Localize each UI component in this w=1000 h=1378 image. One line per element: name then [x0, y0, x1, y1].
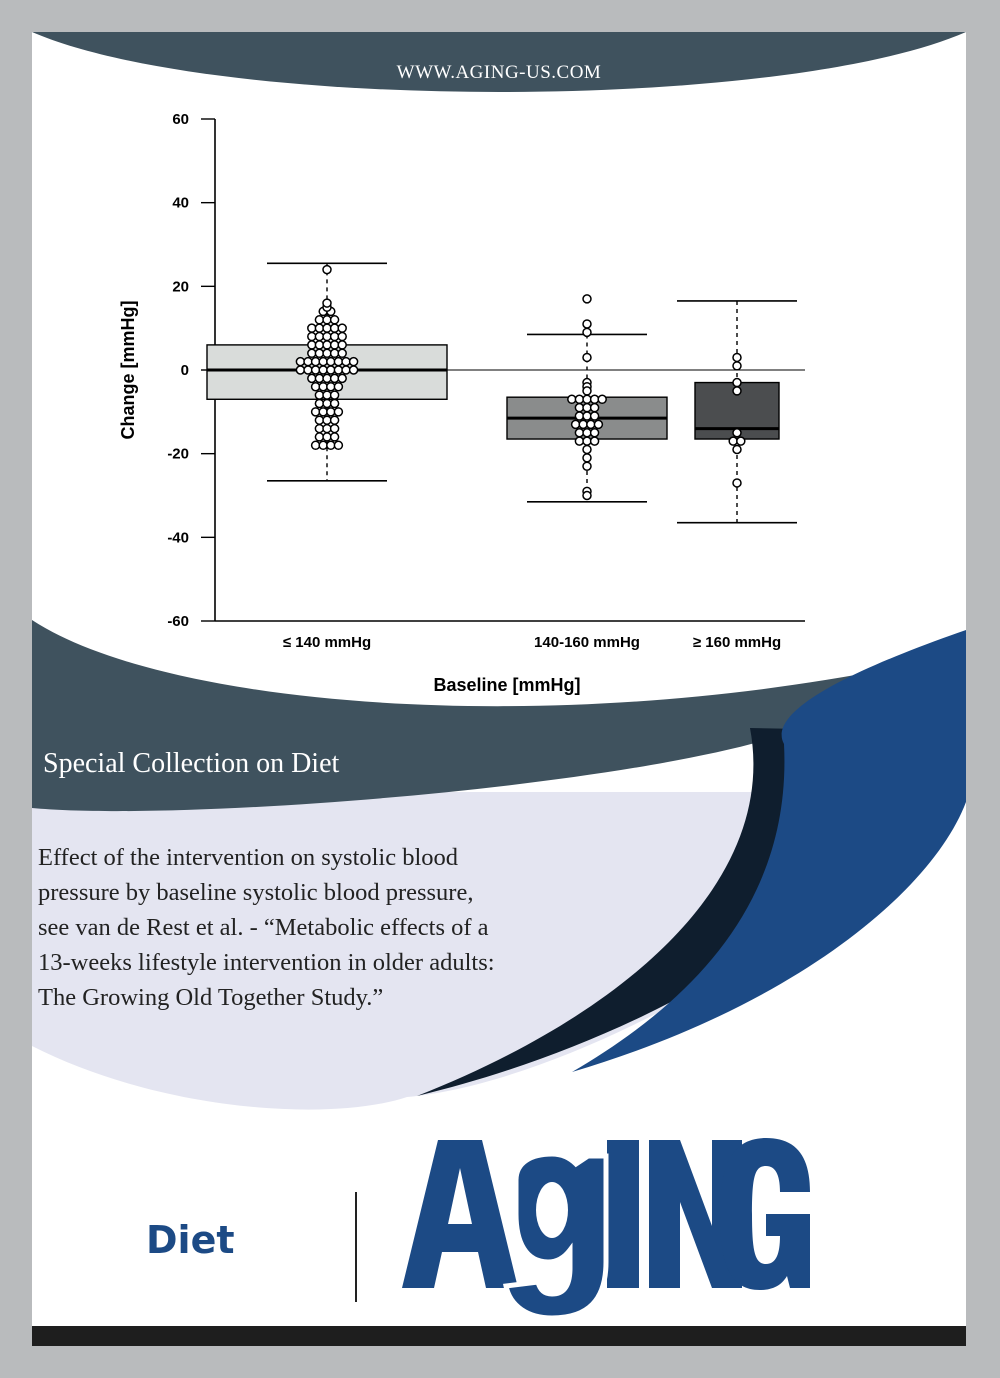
data-point [327, 441, 335, 449]
data-point [331, 333, 339, 341]
data-point [312, 358, 320, 366]
data-point [315, 433, 323, 441]
data-point [315, 425, 323, 433]
data-point [308, 333, 316, 341]
caption-line: The Growing Old Together Study.” [38, 984, 384, 1011]
data-point [315, 333, 323, 341]
bottom-bar [32, 1326, 966, 1346]
data-point [733, 353, 741, 361]
data-point [583, 454, 591, 462]
y-axis-title: Change [mmHg] [118, 300, 138, 440]
y-tick-label: 40 [172, 194, 189, 212]
data-point [575, 404, 583, 412]
data-point [331, 433, 339, 441]
data-point [312, 383, 320, 391]
data-point [572, 420, 580, 428]
caption-line: 13-weeks lifestyle intervention in older adults: [38, 949, 495, 976]
data-point [594, 420, 602, 428]
data-point [308, 324, 316, 332]
data-point [331, 349, 339, 357]
data-point [323, 391, 331, 399]
data-point [331, 391, 339, 399]
y-tick-label: -20 [167, 445, 189, 463]
data-point [304, 366, 312, 374]
data-point [342, 358, 350, 366]
data-point [334, 441, 342, 449]
data-point [733, 429, 741, 437]
data-point [319, 366, 327, 374]
data-point [587, 420, 595, 428]
data-point [323, 266, 331, 274]
data-point [583, 295, 591, 303]
data-point [308, 341, 316, 349]
data-point [583, 437, 591, 445]
data-point [323, 349, 331, 357]
data-point [315, 341, 323, 349]
logo-g-glyph [506, 1154, 606, 1318]
data-point [315, 416, 323, 424]
data-point [315, 349, 323, 357]
section-label: Diet [146, 1218, 235, 1262]
data-point [591, 437, 599, 445]
data-point [583, 404, 591, 412]
data-point [575, 395, 583, 403]
y-tick-label: 20 [172, 278, 189, 296]
data-point [319, 441, 327, 449]
data-point [327, 366, 335, 374]
data-point [733, 362, 741, 370]
data-point [308, 349, 316, 357]
data-point [315, 399, 323, 407]
data-point [296, 358, 304, 366]
data-point [315, 316, 323, 324]
data-point [323, 299, 331, 307]
data-point [323, 416, 331, 424]
data-point [308, 374, 316, 382]
data-point [338, 349, 346, 357]
data-point [583, 412, 591, 420]
data-point [331, 341, 339, 349]
data-point [331, 316, 339, 324]
footer-divider [355, 1192, 357, 1302]
data-point [323, 374, 331, 382]
data-point [733, 479, 741, 487]
data-point [737, 437, 745, 445]
data-point [315, 391, 323, 399]
data-point [583, 387, 591, 395]
data-point [327, 383, 335, 391]
data-point [583, 353, 591, 361]
y-tick-label: 60 [172, 111, 189, 128]
journal-url[interactable]: WWW.AGING-US.COM [396, 62, 602, 83]
data-point [338, 324, 346, 332]
data-point [323, 324, 331, 332]
data-point [342, 366, 350, 374]
y-tick-label: -60 [167, 613, 189, 630]
data-point [327, 358, 335, 366]
caption [38, 840, 638, 1015]
cover [32, 32, 966, 1346]
data-point [583, 320, 591, 328]
data-point [323, 425, 331, 433]
data-point [583, 395, 591, 403]
data-point [319, 383, 327, 391]
data-point [338, 374, 346, 382]
data-point [319, 358, 327, 366]
data-point [583, 492, 591, 500]
data-point [315, 374, 323, 382]
data-point [583, 328, 591, 336]
data-point [583, 429, 591, 437]
data-point [312, 366, 320, 374]
data-point [323, 341, 331, 349]
box-plot [32, 32, 966, 732]
data-point [591, 404, 599, 412]
aging-logo [392, 1122, 812, 1322]
data-point [591, 395, 599, 403]
x-axis-title: Baseline [mmHg] [433, 675, 581, 695]
data-point [331, 399, 339, 407]
data-point [575, 429, 583, 437]
data-point [315, 324, 323, 332]
data-point [312, 408, 320, 416]
data-point [575, 437, 583, 445]
data-point [729, 437, 737, 445]
x-category-label: 140-160 mmHg [534, 634, 640, 651]
data-point [334, 383, 342, 391]
data-point [733, 379, 741, 387]
data-point [334, 408, 342, 416]
data-point [327, 408, 335, 416]
data-point [350, 358, 358, 366]
data-point [338, 341, 346, 349]
data-point [334, 366, 342, 374]
data-point [331, 425, 339, 433]
data-point [296, 366, 304, 374]
data-point [331, 324, 339, 332]
data-point [331, 416, 339, 424]
data-point [591, 412, 599, 420]
data-point [579, 420, 587, 428]
data-point [334, 358, 342, 366]
data-point [575, 412, 583, 420]
data-point [323, 316, 331, 324]
data-point [331, 374, 339, 382]
data-point [733, 445, 741, 453]
data-point [304, 358, 312, 366]
data-point [583, 462, 591, 470]
y-tick-label: -40 [167, 529, 189, 547]
data-point [591, 429, 599, 437]
data-point [319, 408, 327, 416]
data-point [323, 399, 331, 407]
y-tick-label: 0 [180, 362, 189, 379]
caption-line: pressure by baseline systolic blood pressure, [38, 879, 474, 906]
data-point [323, 433, 331, 441]
caption-line: Effect of the intervention on systolic blood [38, 844, 459, 871]
data-point [312, 441, 320, 449]
x-category-label: ≥ 160 mmHg [692, 634, 782, 651]
caption-line: see van de Rest et al. - “Metabolic effects of a [38, 914, 489, 941]
data-point [323, 333, 331, 341]
data-point [350, 366, 358, 374]
collection-title: Special Collection on Diet [43, 748, 340, 779]
data-point [733, 387, 741, 395]
data-point [338, 333, 346, 341]
x-category-label: ≤ 140 mmHg [282, 634, 372, 651]
data-point [583, 445, 591, 453]
data-point [598, 395, 606, 403]
data-point [568, 395, 576, 403]
